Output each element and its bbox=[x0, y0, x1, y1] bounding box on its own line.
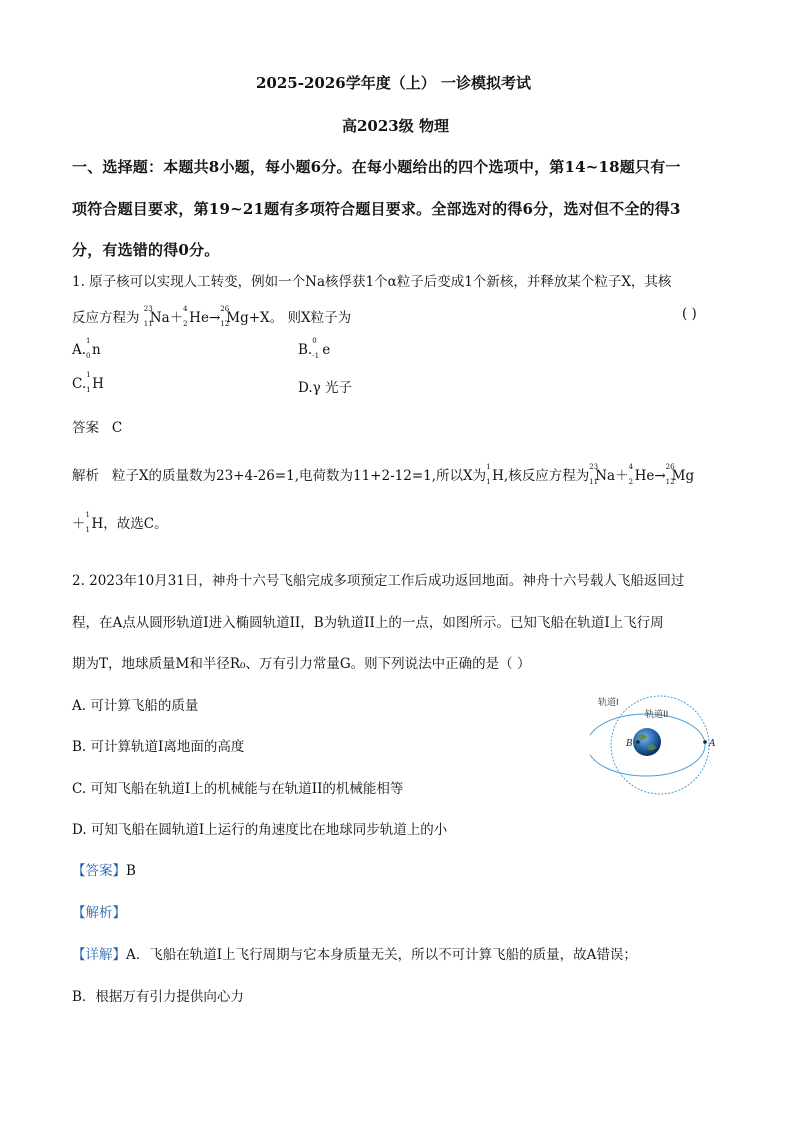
option-b-label: B. bbox=[298, 342, 313, 358]
point-a-dot bbox=[703, 740, 707, 744]
q1-stem-prefix: 反应方程为 bbox=[72, 310, 140, 326]
q1-stem-line-2 bbox=[72, 306, 351, 326]
he-atomic-number: 2 bbox=[183, 320, 188, 328]
analysis-he-symbol: He bbox=[634, 468, 655, 484]
exam-title: 2025-2026学年度（上） 一诊模拟考试 bbox=[256, 74, 531, 92]
mg-atomic-number: 12 bbox=[220, 320, 230, 328]
exam-subtitle: 高2023级 物理 bbox=[342, 117, 449, 135]
analysis-nuclide-mg bbox=[665, 463, 695, 486]
plus-sign: ＋ bbox=[169, 310, 184, 326]
analysis-na-mass: 23 bbox=[589, 463, 599, 471]
option-c-mass: 1 bbox=[86, 371, 91, 379]
q2-answer-value: B bbox=[126, 863, 136, 879]
na-mass-number: 23 bbox=[143, 305, 153, 313]
analysis-he-atomic: 2 bbox=[628, 478, 634, 486]
equation-tail: +X。 bbox=[248, 310, 284, 326]
q2-b-line: B．根据万有引力提供向心力 bbox=[72, 989, 244, 1005]
q1-stem-line-1: 1. 原子核可以实现人工转变，例如一个Na核俘获1个α粒子后变成1个新核，并释放某个粒子X，其核 bbox=[72, 274, 672, 290]
point-a-label: A bbox=[709, 739, 716, 749]
reaction-arrow: → bbox=[208, 310, 221, 326]
section-line-1: 一、选择题：本题共8小题，每小题6分。在每小题给出的四个选项中，第14~18题只有一 bbox=[72, 158, 681, 176]
nuclide-he bbox=[183, 305, 209, 328]
mg-symbol: Mg bbox=[226, 310, 249, 326]
option-c-nuclide bbox=[86, 371, 104, 394]
analysis-h-charge: 1 bbox=[486, 478, 491, 486]
q1-stem-suffix: 则X粒子为 bbox=[287, 310, 352, 326]
detail-text: A．飞船在轨道I上飞行周期与它本身质量无关，所以不可计算飞船的质量，故A错误； bbox=[126, 947, 637, 963]
he-symbol: He bbox=[189, 310, 209, 326]
orbit-diagram bbox=[590, 690, 730, 800]
mg-mass-number: 26 bbox=[220, 305, 230, 313]
analysis-tail: ，故选C。 bbox=[103, 516, 168, 532]
q2-detail-line bbox=[72, 943, 637, 963]
analysis-he-mass: 4 bbox=[628, 463, 634, 471]
q1-option-d: D.γ 光子 bbox=[298, 380, 352, 396]
q1-answer bbox=[72, 416, 122, 436]
q2-option-d: D. 可知飞船在圆轨道I上运行的角速度比在地球同步轨道上的小 bbox=[72, 822, 448, 838]
nuclide-mg bbox=[220, 305, 249, 328]
q1-answer-bracket: ( ) bbox=[682, 306, 697, 322]
analysis-h2-mass: 1 bbox=[85, 511, 90, 519]
q2-option-c: C. 可知飞船在轨道I上的机械能与在轨道II的机械能相等 bbox=[72, 781, 404, 797]
nuclide-na bbox=[143, 305, 170, 328]
option-c-symbol: H bbox=[92, 376, 104, 392]
option-a-symbol: n bbox=[92, 342, 101, 358]
na-atomic-number: 11 bbox=[143, 320, 153, 328]
option-c-label: C. bbox=[72, 376, 87, 392]
analysis-na-atomic: 11 bbox=[589, 478, 599, 486]
option-b-charge: -1 bbox=[312, 352, 320, 360]
q1-analysis-line-2 bbox=[72, 512, 168, 532]
option-c-charge: 1 bbox=[86, 386, 91, 394]
option-a-nuclide bbox=[86, 337, 101, 360]
option-b-mass: 0 bbox=[312, 337, 317, 345]
section-line-3: 分，有选错的得0分。 bbox=[72, 241, 220, 259]
analysis-mg-symbol: Mg bbox=[671, 468, 695, 484]
analysis-text: 粒子X的质量数为23+4-26=1,电荷数为11+2-12=1,所以X为 bbox=[111, 468, 487, 484]
analysis-h2-symbol: H bbox=[91, 516, 104, 532]
analysis-nuclide-na bbox=[589, 463, 616, 486]
analysis-h-mass: 1 bbox=[486, 463, 491, 471]
answer-label: 答案 bbox=[72, 420, 99, 436]
option-b-nuclide bbox=[312, 337, 331, 360]
q2-option-a: A. 可计算飞船的质量 bbox=[72, 698, 199, 714]
q2-answer bbox=[72, 859, 136, 879]
option-a-label: A. bbox=[72, 342, 87, 358]
q1-option-b bbox=[298, 337, 331, 360]
q2-option-b: B. 可计算轨道I离地面的高度 bbox=[72, 739, 245, 755]
he-mass-number: 4 bbox=[183, 305, 188, 313]
analysis-nuclide-h bbox=[486, 463, 504, 486]
analysis-h-symbol: H bbox=[492, 468, 504, 484]
q1-option-a bbox=[72, 337, 101, 360]
q1-analysis-line-1 bbox=[72, 464, 694, 484]
detail-tag: 【详解】 bbox=[72, 947, 126, 963]
analysis-na-symbol: Na bbox=[595, 468, 616, 484]
q2-stem-line-1: 2. 2023年10月31日，神舟十六号飞船完成多项预定工作后成功返回地面。神舟十六号载人飞船返回过 bbox=[72, 573, 685, 589]
q2-stem-line-3: 期为T，地球质量M和半径R₀、万有引力常量G。则下列说法中正确的是（ ） bbox=[72, 656, 531, 672]
point-b-label: B bbox=[626, 739, 633, 749]
analysis-label: 解析 bbox=[72, 468, 99, 484]
analysis-h2-charge: 1 bbox=[85, 526, 90, 534]
section-line-2: 项符合题目要求，第19~21题有多项符合题目要求。全部选对的得6分，选对但不全的得3 bbox=[72, 200, 681, 218]
analysis-plus-2: ＋ bbox=[72, 516, 86, 532]
orbit-2-label: 轨道II bbox=[645, 710, 669, 720]
analysis-arrow: → bbox=[654, 468, 666, 484]
q2-stem-line-2: 程，在A点从圆形轨道I进入椭圆轨道II，B为轨道II上的一点，如图所示。已知飞船在轨道I上飞行周 bbox=[72, 615, 664, 631]
option-a-charge: 0 bbox=[86, 352, 91, 360]
q2-analysis-tag bbox=[72, 901, 126, 921]
analysis-mid: ,核反应方程为 bbox=[503, 468, 590, 484]
q1-option-c bbox=[72, 371, 104, 394]
answer-value: C bbox=[111, 420, 123, 436]
orbit-1-label: 轨道I bbox=[598, 698, 619, 708]
analysis-plus: ＋ bbox=[615, 468, 629, 484]
analysis-nuclide-he bbox=[628, 463, 655, 486]
analysis-mg-atomic: 12 bbox=[665, 478, 675, 486]
point-b-dot bbox=[636, 740, 640, 744]
analysis-nuclide-h-2 bbox=[85, 511, 104, 534]
option-b-symbol: e bbox=[322, 342, 331, 358]
option-a-mass: 1 bbox=[86, 337, 91, 345]
na-symbol: Na bbox=[149, 310, 170, 326]
analysis-mg-mass: 26 bbox=[665, 463, 675, 471]
answer-tag: 【答案】 bbox=[72, 863, 126, 879]
analysis-tag: 【解析】 bbox=[72, 905, 126, 921]
